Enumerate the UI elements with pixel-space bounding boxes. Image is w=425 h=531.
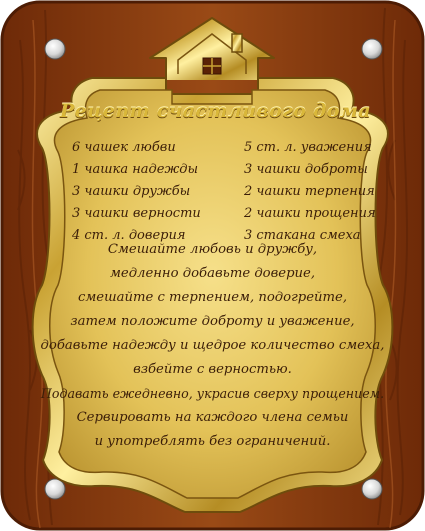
ingredient-item: 3 чашки доброты [244,162,368,177]
instruction-line: добавьте надежду и щедрое количество смеха, [40,338,385,353]
instruction-line: Подавать ежедневно, украсив сверху прощением. [40,386,385,401]
instruction-line: Смешайте любовь и дружбу, [107,242,318,257]
ingredient-item: 2 чашки терпения [244,184,375,199]
recipe-title: Рецепт счастливого дома [60,99,371,122]
instruction-line: Сервировать на каждого члена семьи [76,410,349,425]
instruction-line: медленно добавьте доверие, [109,266,316,281]
ingredient-item: 5 ст. л. уважения [244,140,372,155]
instruction-line: и употреблять без ограничений. [94,434,331,449]
ingredient-item: 1 чашка надежды [72,162,199,177]
ingredient-item: 4 ст. л. доверия [72,228,186,243]
ingredient-item: 3 чашки верности [72,206,201,221]
ingredient-item: 6 чашек любви [72,140,176,155]
instruction-line: затем положите доброту и уважение, [70,314,355,329]
instruction-line: смешайте с терпением, подогрейте, [77,290,348,305]
ingredient-item: 3 стакана смеха [244,228,361,243]
ingredient-item: 3 чашки дружбы [72,184,191,199]
instruction-line: взбейте с верностью. [133,362,292,377]
ingredient-item: 2 чашки прощения [244,206,376,221]
